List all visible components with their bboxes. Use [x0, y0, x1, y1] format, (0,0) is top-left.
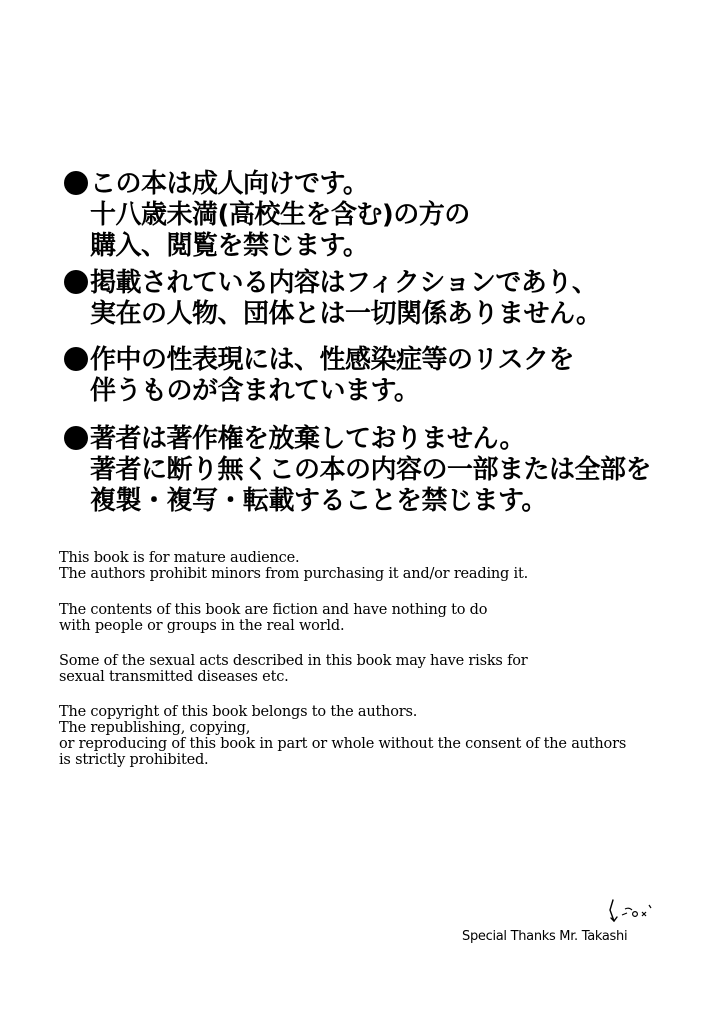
en-notice-line: or reproducing of this book in part or whole without the consent of the authors — [59, 736, 627, 752]
jp-notice-line: 著者に断り無くこの本の内容の一部または全部を — [90, 455, 652, 485]
bullet-icon — [64, 171, 88, 195]
en-notice-line: The authors prohibit minors from purchasing it and/or reading it. — [59, 566, 528, 582]
en-notice-1 — [59, 550, 699, 582]
en-notice-line: This book is for mature audience. — [59, 550, 300, 566]
bullet-icon — [64, 426, 88, 450]
jp-notice-2 — [64, 268, 704, 330]
en-notice-line: Some of the sexual acts described in this book may have risks for — [59, 653, 528, 669]
jp-notice-line: 作中の性表現には、性感染症等のリスクを — [90, 345, 574, 375]
jp-notice-line: 掲載されている内容はフィクションであり、 — [90, 268, 598, 298]
en-notice-line: sexual transmitted diseases etc. — [59, 669, 289, 685]
en-notice-line: The contents of this book are fiction and have nothing to do — [59, 602, 488, 618]
en-notice-line: The copyright of this book belongs to the authors. — [59, 704, 418, 720]
bullet-icon — [64, 347, 88, 371]
en-notice-2 — [59, 602, 699, 634]
en-notice-4 — [59, 704, 699, 768]
en-notice-line: is strictly prohibited. — [59, 752, 209, 768]
jp-notice-1 — [64, 169, 704, 262]
jp-notice-line: 購入、閲覧を禁じます。 — [90, 231, 369, 261]
en-notice-3 — [59, 653, 699, 685]
jp-notice-line: 十八歳未満(高校生を含む)の方の — [90, 200, 470, 230]
jp-notice-line: 実在の人物、団体とは一切関係ありません。 — [90, 299, 602, 329]
special-thanks: Special Thanks Mr. Takashi — [462, 929, 628, 944]
bullet-icon — [64, 270, 88, 294]
jp-notice-3 — [64, 345, 704, 407]
jp-notice-line: 複製・複写・転載することを禁じます。 — [90, 486, 547, 516]
jp-notice-line: 伴うものが含まれています。 — [90, 376, 420, 406]
en-notice-line: The republishing, copying, — [59, 720, 251, 736]
face-doodle-icon — [604, 896, 660, 926]
jp-notice-4 — [64, 424, 704, 517]
jp-notice-line: この本は成人向けです。 — [90, 169, 369, 199]
jp-notice-line: 著者は著作権を放棄しておりません。 — [90, 424, 526, 454]
en-notice-line: with people or groups in the real world. — [59, 618, 345, 634]
